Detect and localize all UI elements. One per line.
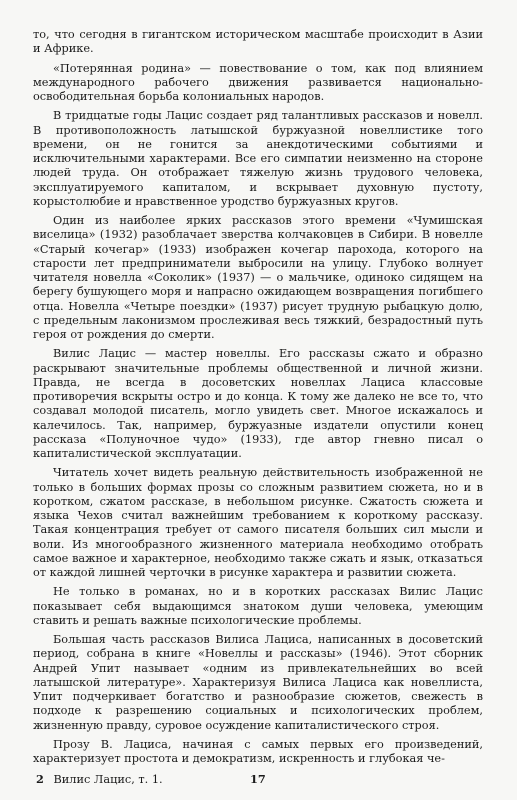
paragraph: В тридцатые годы Лацис создает ряд талантливых рассказов и новелл. В противоположность латышской буржуазной новеллистике того времени, он не гонится за анекдотическими событиями и исключительными характерами. Все его симпатии неизменно на стороне людей труда. Он отображает тяжелую жизнь трудового человека, эксплуатируемого капиталом, и вскрывает духовную пустоту, корыстолюбие и нравственное уродство буржуазных кругов. (33, 109, 483, 208)
body-text (33, 28, 483, 766)
signature-text: Вилис Лацис, т. 1. (53, 773, 163, 786)
paragraph: «Потерянная родина» — повествование о том, как под влиянием международного рабочего движения развивается национально-освободительная борьба колониальных народов. (33, 61, 483, 103)
paragraph: Вилис Лацис — мастер новеллы. Его рассказы сжато и образно раскрывают значительные проблемы общественной и личной жизни. Правда, не всегда в досоветских новеллах Лациса классовые противоречия вскрыты остро и до конца. К тому же далеко не все то, что создавал молодой писатель, могло увидеть свет. Многое искажалось и калечилось. Так, например, буржуазные издатели опустили конец рассказа «Полуночное чудо» (1933), где автор гневно писал о капиталистической эксплуатации. (33, 347, 483, 460)
paragraph: Не только в романах, но и в коротких рассказах Вилис Лацис показывает себя выдающимся знатоком души человека, умеющим ставить и решать важные психологические проблемы. (33, 585, 483, 627)
page-footer (36, 772, 483, 788)
printer-signature (36, 772, 163, 786)
paragraph: Один из наиболее ярких рассказов этого времени «Чумишская виселица» (1932) разоблачает зверства колчаковцев в Сибири. В новелле «Старый кочегар» (1933) изображен кочегар парохода, которого на старости лет предприниматели выбросили на улицу. Глубоко волнует читателя новелла «Соколик» (1937) — о мальчике, одиноко сидящем на берегу бушующего моря и напрасно ожидающем возвращения погибшего отца. Новелла «Четыре поездки» (1937) рисует трудную рыбацкую долю, с предельным лаконизмом прослеживая весь тяжкий, безрадостный путь героя от рождения до смерти. (33, 214, 483, 341)
paragraph-continuation: то, что сегодня в гигантском историческом масштабе происходит в Азии и Африке. (33, 28, 483, 56)
page-number: 17 (250, 772, 266, 786)
paragraph: Большая часть рассказов Вилиса Лациса, написанных в досоветский период, собрана в книге «Новеллы и рассказы» (1946). Этот сборник Андрей Упит называет «одним из привлекательнейших во всей латышской литературе». Характеризуя Вилиса Лациса как новеллиста, Упит подчеркивает богатство и разнообразие сюжетов, свежесть в подходе к разрешению социальных и психологических проблем, жизненную правду, суровое осуждение капиталистического строя. (33, 633, 483, 732)
paragraph: Читатель хочет видеть реальную действительность изображенной не только в больших формах прозы со сложным развитием сюжета, но и в коротком, сжатом рассказе, в небольшом рисунке. Сжатость сюжета и языка Чехов считал важнейшим требованием к короткому рассказу. Такая концентрация требует от самого писателя больших сил мысли и воли. Из многообразного жизненного материала необходимо отобрать самое важное и характерное, необходимо также сжать и язык, отказаться от каждой лишней черточки в рисунке характера и развитии сюжета. (33, 466, 483, 579)
paragraph: Прозу В. Лациса, начиная с самых первых его произведений, характеризует простота и демократизм, искренность и глубокая че- (33, 737, 483, 765)
signature-number: 2 (36, 772, 44, 786)
